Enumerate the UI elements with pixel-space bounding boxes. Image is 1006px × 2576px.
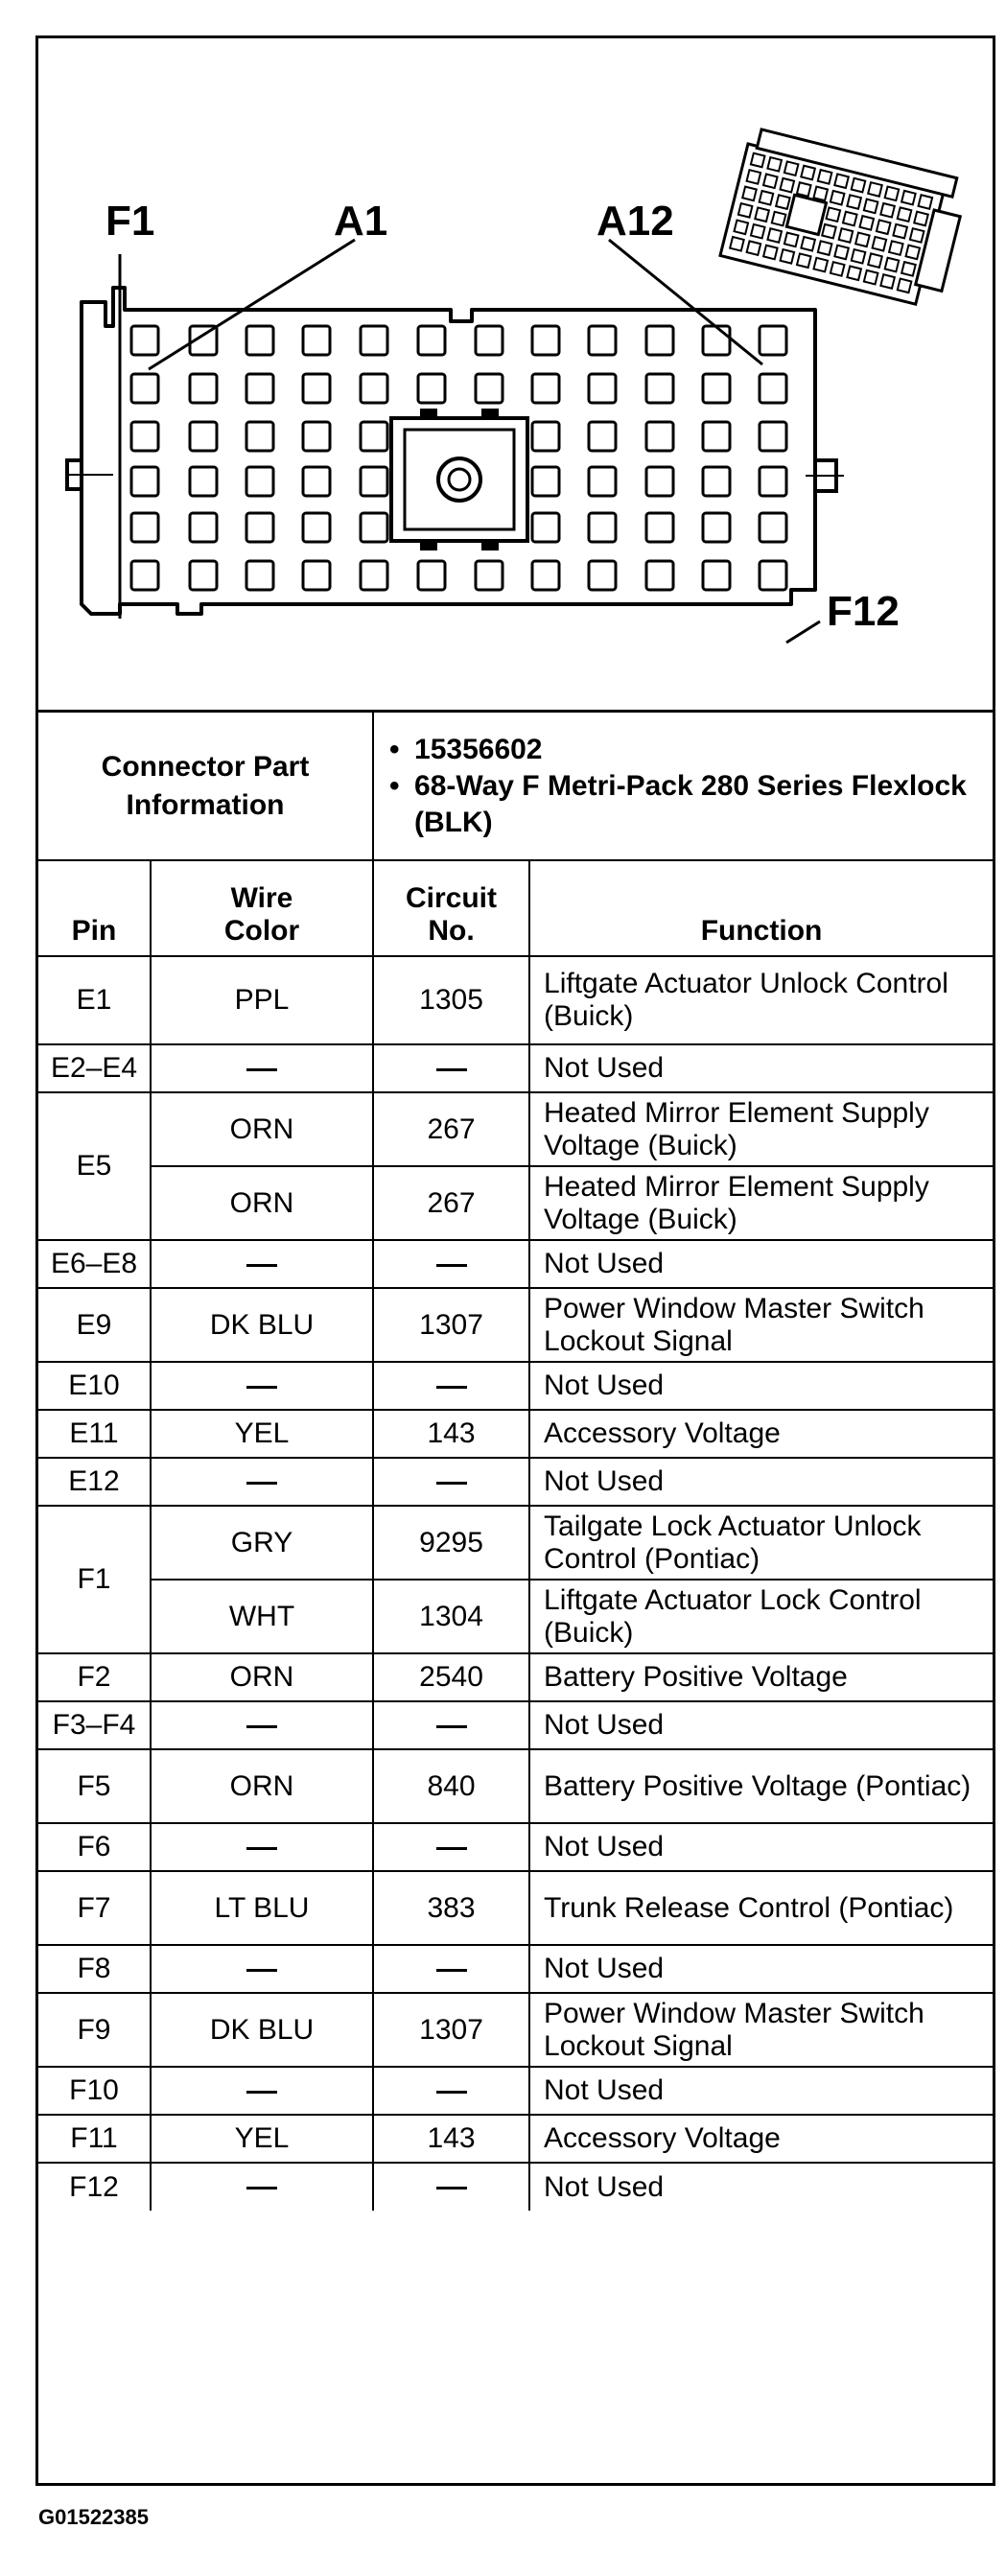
body-cavity xyxy=(781,178,795,193)
body-cavity xyxy=(868,253,882,268)
cavity xyxy=(131,513,158,542)
cavity xyxy=(303,326,330,355)
cavity xyxy=(760,561,786,590)
pin-cell: E6–E8 xyxy=(38,1240,151,1288)
body-cavity xyxy=(818,241,832,255)
dash-mark xyxy=(246,1969,277,1972)
cavity xyxy=(646,561,673,590)
table-row xyxy=(38,1701,993,1749)
wire-color-cell: ORN xyxy=(151,1749,373,1823)
dash-mark xyxy=(246,1264,277,1267)
function-cell: Power Window Master Switch Lockout Signal xyxy=(529,1288,993,1362)
function-cell: Liftgate Actuator Unlock Control (Buick) xyxy=(529,956,993,1044)
function-cell: Not Used xyxy=(529,1701,993,1749)
cavity xyxy=(131,374,158,403)
connector-info-value xyxy=(373,713,993,860)
cavity xyxy=(303,374,330,403)
table-row xyxy=(38,1092,993,1166)
body-cavity xyxy=(767,228,782,243)
function-cell: Not Used xyxy=(529,1362,993,1410)
body-cavity xyxy=(880,274,895,289)
body-cavity xyxy=(864,199,878,214)
pin-cell: E5 xyxy=(38,1092,151,1240)
cavity xyxy=(190,467,217,496)
body-cavity xyxy=(852,249,866,264)
table-row xyxy=(38,1362,993,1410)
cavity xyxy=(246,422,273,451)
circuit-cell xyxy=(373,1362,529,1410)
dash-mark xyxy=(246,1068,277,1071)
cavity xyxy=(589,513,616,542)
wire-color-cell: ORN xyxy=(151,1653,373,1701)
body-cavity xyxy=(784,161,799,176)
pin-cell: E10 xyxy=(38,1362,151,1410)
header-pin: Pin xyxy=(38,860,151,956)
body-cavity xyxy=(843,212,857,226)
wire-color-cell: YEL xyxy=(151,1410,373,1458)
body-cavity xyxy=(797,253,811,268)
body-cavity xyxy=(901,191,916,205)
cavity xyxy=(532,374,559,403)
cavity xyxy=(246,561,273,590)
label-f12: F12 xyxy=(827,588,900,635)
dash-mark xyxy=(246,1482,277,1485)
circuit-cell: 267 xyxy=(373,1092,529,1166)
circuit-cell: 1305 xyxy=(373,956,529,1044)
body-cavity xyxy=(822,224,836,239)
body-cavity xyxy=(772,212,786,226)
cavity xyxy=(131,422,158,451)
table-row xyxy=(38,1506,993,1580)
body-cavity xyxy=(901,262,916,276)
circuit-cell xyxy=(373,1823,529,1871)
body-cavity xyxy=(738,203,753,218)
cavity xyxy=(760,422,786,451)
cavity xyxy=(303,467,330,496)
connector-info-label: Connector Part Information xyxy=(38,713,373,860)
body-cavity xyxy=(885,258,900,272)
pin-cell: E11 xyxy=(38,1410,151,1458)
body-cavity xyxy=(763,175,778,189)
body-cavity xyxy=(868,182,882,197)
body-cavity xyxy=(760,191,774,205)
pin-cell: E9 xyxy=(38,1288,151,1362)
circuit-cell xyxy=(373,1240,529,1288)
pin-cell: F11 xyxy=(38,2115,151,2163)
dash-mark xyxy=(436,1725,467,1728)
function-cell: Not Used xyxy=(529,2067,993,2115)
pin-cell: F9 xyxy=(38,1993,151,2067)
function-cell: Not Used xyxy=(529,1240,993,1288)
body-cavity xyxy=(839,228,854,243)
circuit-cell xyxy=(373,2067,529,2115)
cavity xyxy=(476,326,503,355)
cavity xyxy=(532,467,559,496)
circuit-cell: 143 xyxy=(373,1410,529,1458)
cavity xyxy=(646,374,673,403)
dash-mark xyxy=(436,2187,467,2190)
body-cavity xyxy=(747,170,761,184)
cavity xyxy=(646,467,673,496)
wire-color-cell xyxy=(151,1458,373,1506)
circuit-cell xyxy=(373,1701,529,1749)
dash-mark xyxy=(436,2091,467,2094)
label-a12: A12 xyxy=(597,198,674,245)
cavity xyxy=(190,374,217,403)
body-cavity xyxy=(776,195,790,209)
pin-cell: F3–F4 xyxy=(38,1701,151,1749)
pin-cell: E12 xyxy=(38,1458,151,1506)
wire-color-cell xyxy=(151,1701,373,1749)
body-cavity xyxy=(801,166,815,180)
wire-color-cell xyxy=(151,1945,373,1993)
body-cavity xyxy=(751,224,765,239)
function-cell: Heated Mirror Element Supply Voltage (Buick) xyxy=(529,1092,993,1166)
circuit-cell: 1307 xyxy=(373,1993,529,2067)
cavity xyxy=(361,467,387,496)
table-row xyxy=(38,2163,993,2211)
table-row xyxy=(38,2067,993,2115)
table-row xyxy=(38,1945,993,1993)
pin-cell: E2–E4 xyxy=(38,1044,151,1092)
wire-color-cell: WHT xyxy=(151,1580,373,1653)
body-cavity xyxy=(898,207,912,222)
body-cavity xyxy=(859,216,874,230)
header-circuit-no: Circuit No. xyxy=(373,860,529,956)
figure-code: G01522385 xyxy=(38,2505,149,2529)
body-cavity xyxy=(801,237,815,251)
cavity xyxy=(361,326,387,355)
function-cell: Not Used xyxy=(529,1044,993,1092)
connector-body-icon xyxy=(720,128,969,310)
cavity xyxy=(760,374,786,403)
connector-sheet xyxy=(35,35,995,2486)
cavity xyxy=(246,467,273,496)
body-cavity xyxy=(735,221,749,235)
label-a1: A1 xyxy=(334,198,388,245)
cavity xyxy=(361,513,387,542)
cavity xyxy=(246,326,273,355)
body-cavity xyxy=(834,246,849,260)
header-function: Function xyxy=(529,860,993,956)
dash-mark xyxy=(436,1969,467,1972)
cavity xyxy=(532,513,559,542)
circuit-cell xyxy=(373,1458,529,1506)
connector-face-icon xyxy=(38,38,993,710)
cavity xyxy=(646,513,673,542)
body-cavity xyxy=(831,262,845,276)
wire-color-cell: LT BLU xyxy=(151,1871,373,1945)
body-cavity xyxy=(880,203,895,218)
dash-mark xyxy=(246,2187,277,2190)
body-cavity xyxy=(852,178,866,193)
dash-mark xyxy=(246,1386,277,1389)
cavity xyxy=(760,326,786,355)
body-cavity xyxy=(864,270,878,285)
wire-color-cell xyxy=(151,2163,373,2211)
pin-cell: F8 xyxy=(38,1945,151,1993)
cavity xyxy=(246,374,273,403)
pin-cell: F2 xyxy=(38,1653,151,1701)
dash-mark xyxy=(436,1264,467,1267)
pin-cell: F7 xyxy=(38,1871,151,1945)
circuit-cell: 9295 xyxy=(373,1506,529,1580)
body-cavity xyxy=(919,195,933,209)
body-cavity xyxy=(885,187,900,201)
dash-mark xyxy=(436,1068,467,1071)
wire-color-cell: YEL xyxy=(151,2115,373,2163)
body-cavity xyxy=(855,233,870,247)
wire-color-cell: GRY xyxy=(151,1506,373,1580)
pin-cell: F10 xyxy=(38,2067,151,2115)
wire-color-cell: DK BLU xyxy=(151,1993,373,2067)
cavity xyxy=(532,326,559,355)
cavity xyxy=(703,561,730,590)
body-cavity xyxy=(910,228,924,243)
function-cell: Accessory Voltage xyxy=(529,2115,993,2163)
wire-color-cell: ORN xyxy=(151,1166,373,1240)
cavity xyxy=(703,513,730,542)
body-cavity xyxy=(781,249,795,264)
table-row xyxy=(38,2115,993,2163)
cavity xyxy=(646,422,673,451)
function-cell: Heated Mirror Element Supply Voltage (Buick) xyxy=(529,1166,993,1240)
wire-color-cell xyxy=(151,1044,373,1092)
function-cell: Battery Positive Voltage xyxy=(529,1653,993,1701)
body-cavity xyxy=(914,212,928,226)
function-cell: Power Window Master Switch Lockout Signal xyxy=(529,1993,993,2067)
body-cavity xyxy=(873,237,887,251)
cavity xyxy=(589,561,616,590)
cavity xyxy=(190,422,217,451)
body-cavity xyxy=(730,237,744,251)
wire-color-cell: ORN xyxy=(151,1092,373,1166)
cavity xyxy=(532,422,559,451)
table-row xyxy=(38,1871,993,1945)
table-row xyxy=(38,1410,993,1458)
function-cell: Tailgate Lock Actuator Unlock Control (Pontiac) xyxy=(529,1506,993,1580)
body-cavity xyxy=(893,224,907,239)
pin-cell: F1 xyxy=(38,1506,151,1653)
body-cavity xyxy=(784,233,799,247)
cavity xyxy=(361,422,387,451)
circuit-cell xyxy=(373,2163,529,2211)
wire-color-cell xyxy=(151,1240,373,1288)
circuit-cell: 1307 xyxy=(373,1288,529,1362)
body-cavity xyxy=(747,241,761,255)
dash-mark xyxy=(436,1847,467,1850)
cavity xyxy=(589,374,616,403)
cavity xyxy=(418,561,445,590)
function-cell: Battery Positive Voltage (Pontiac) xyxy=(529,1749,993,1823)
dash-mark xyxy=(436,1482,467,1485)
table-row xyxy=(38,1653,993,1701)
function-cell: Not Used xyxy=(529,1945,993,1993)
function-cell: Liftgate Actuator Lock Control (Buick) xyxy=(529,1580,993,1653)
body-cavity xyxy=(751,153,765,168)
cavity xyxy=(131,467,158,496)
cavity xyxy=(703,467,730,496)
table-row xyxy=(38,956,993,1044)
body-cavity xyxy=(834,174,849,188)
pin-cell: F12 xyxy=(38,2163,151,2211)
cavity xyxy=(190,513,217,542)
pin-cell: E1 xyxy=(38,956,151,1044)
function-cell: Not Used xyxy=(529,1458,993,1506)
circuit-cell: 383 xyxy=(373,1871,529,1945)
table-row xyxy=(38,1458,993,1506)
function-cell: Not Used xyxy=(529,1823,993,1871)
body-cavity xyxy=(898,279,912,293)
cavity xyxy=(303,513,330,542)
cavity xyxy=(589,422,616,451)
body-cavity xyxy=(813,258,828,272)
dash-mark xyxy=(436,1386,467,1389)
function-cell: Accessory Voltage xyxy=(529,1410,993,1458)
connector-diagram xyxy=(38,38,993,713)
pin-cell: F5 xyxy=(38,1749,151,1823)
cavity xyxy=(476,374,503,403)
circuit-cell: 267 xyxy=(373,1166,529,1240)
cavity xyxy=(476,561,503,590)
wire-color-cell xyxy=(151,1823,373,1871)
connector-part-number: • 15356602 xyxy=(389,732,993,768)
cavity xyxy=(418,374,445,403)
cavity xyxy=(589,326,616,355)
body-cavity xyxy=(847,195,861,209)
cavity xyxy=(190,561,217,590)
cavity xyxy=(131,326,158,355)
connector-description: • 68-Way F Metri-Pack 280 Series Flexlock (BLK) xyxy=(389,768,993,841)
circuit-cell xyxy=(373,1044,529,1092)
body-cavity xyxy=(767,157,782,172)
table-row xyxy=(38,1044,993,1092)
circuit-cell: 2540 xyxy=(373,1653,529,1701)
table-row xyxy=(38,1580,993,1653)
body-cavity xyxy=(847,267,861,281)
dash-mark xyxy=(246,1725,277,1728)
body-cavity xyxy=(827,207,841,222)
body-cavity xyxy=(813,187,828,201)
cavity xyxy=(303,561,330,590)
body-cavity xyxy=(742,187,757,201)
function-cell: Trunk Release Control (Pontiac) xyxy=(529,1871,993,1945)
table-row xyxy=(38,1288,993,1362)
body-cavity xyxy=(818,170,832,184)
circuit-cell: 1304 xyxy=(373,1580,529,1653)
cavity xyxy=(760,513,786,542)
pin-cell: F6 xyxy=(38,1823,151,1871)
cavity xyxy=(703,374,730,403)
body-cavity xyxy=(906,246,921,260)
table-row xyxy=(38,1823,993,1871)
cavity xyxy=(303,422,330,451)
cavity xyxy=(703,326,730,355)
cavity xyxy=(532,561,559,590)
body-cavity xyxy=(763,246,778,260)
cavity xyxy=(131,561,158,590)
dash-mark xyxy=(246,2091,277,2094)
cavity xyxy=(246,513,273,542)
table-row xyxy=(38,1240,993,1288)
cavity xyxy=(760,467,786,496)
wire-color-cell: PPL xyxy=(151,956,373,1044)
cavity xyxy=(361,561,387,590)
cavity xyxy=(361,374,387,403)
wire-color-cell xyxy=(151,1362,373,1410)
cavity xyxy=(703,422,730,451)
circuit-cell xyxy=(373,1945,529,1993)
table-row xyxy=(38,1993,993,2067)
dash-mark xyxy=(246,1847,277,1850)
table-row xyxy=(38,1749,993,1823)
function-cell: Not Used xyxy=(529,2163,993,2211)
wire-color-cell xyxy=(151,2067,373,2115)
cavity xyxy=(589,467,616,496)
body-cavity xyxy=(877,220,891,234)
header-wire-color: Wire Color xyxy=(151,860,373,956)
circuit-cell: 840 xyxy=(373,1749,529,1823)
body-cavity xyxy=(831,191,845,205)
wire-color-cell: DK BLU xyxy=(151,1288,373,1362)
circuit-cell: 143 xyxy=(373,2115,529,2163)
body-cavity xyxy=(755,207,769,222)
body-cavity xyxy=(889,241,903,255)
table-row xyxy=(38,1166,993,1240)
body-cavity xyxy=(797,182,811,197)
cavity xyxy=(418,326,445,355)
cavity xyxy=(646,326,673,355)
label-f1: F1 xyxy=(105,198,155,245)
pinout-table xyxy=(38,713,993,2211)
